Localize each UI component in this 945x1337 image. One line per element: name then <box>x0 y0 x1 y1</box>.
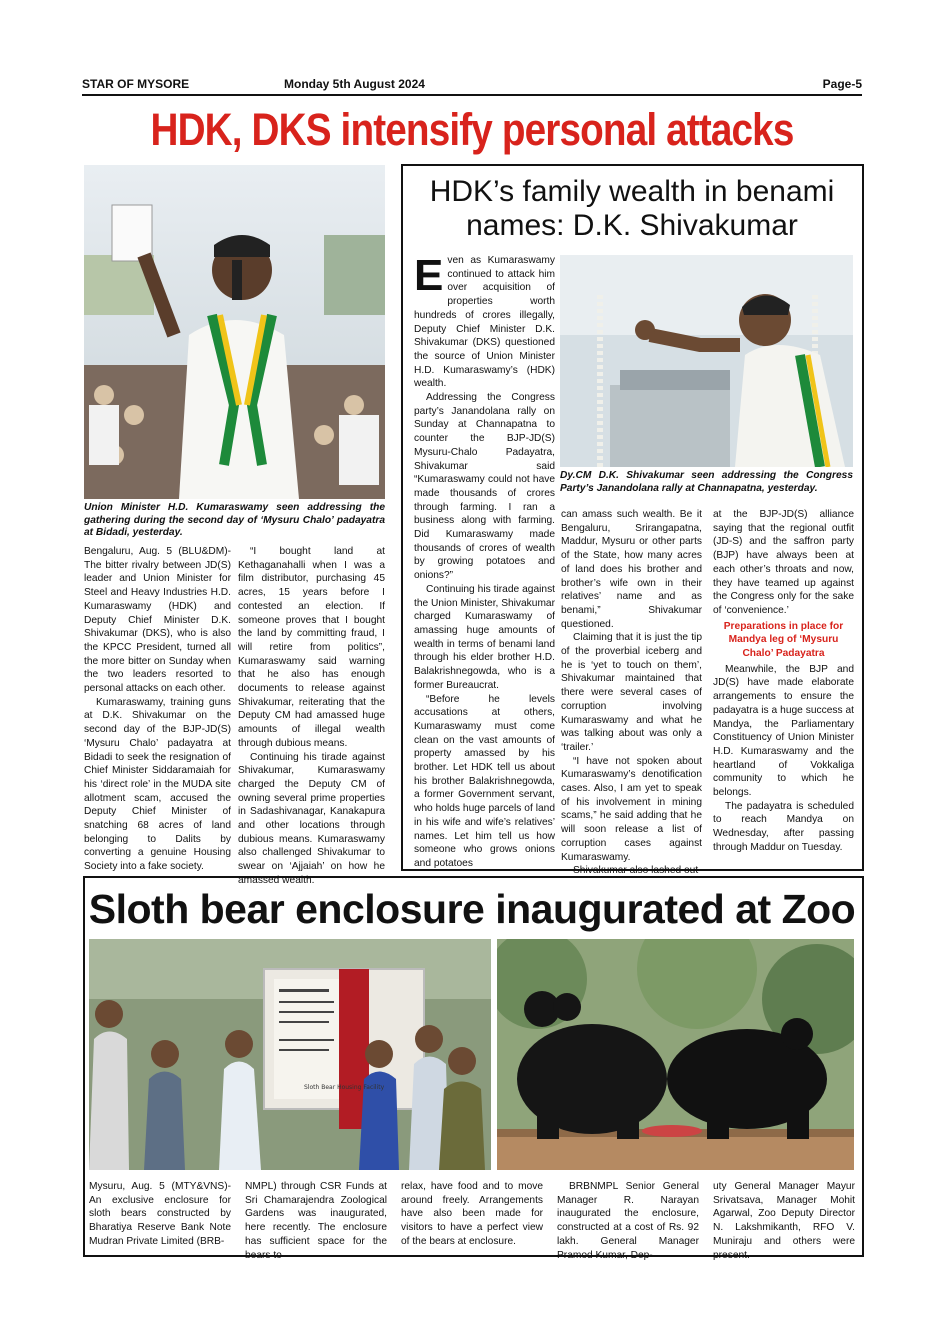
hdk-photo <box>84 165 385 499</box>
masthead <box>82 77 862 93</box>
dks-paragraph: at the BJP-JD(S) alliance saying that the regional outfit (JD-S) and the saffron party (BJP) have always been at each other’s throats and now, they have teamed up against the Congress only for the sake of ‘convenience.’ <box>713 509 854 616</box>
zoo-paragraph: NMPL) through CSR Funds at Sri Chamarajendra Zoological Gardens was inaugurated, here recently. The enclosure has sufficient space for the bears to <box>245 1181 387 1261</box>
dks-subhead: Preparations in place for Mandya leg of ‘Mysuru Chalo’ Padayatra <box>723 620 844 660</box>
zoo-column-5 <box>713 1180 855 1262</box>
inauguration-photo-image <box>89 939 491 1170</box>
zoo-column-1 <box>89 1180 231 1249</box>
paper-name: STAR OF MYSORE <box>82 77 190 91</box>
dks-paragraph: “Before he levels accusations at others, Kumaraswamy must come clean on the vast amounts of property amassed by his brother. Let HDK tell us about his brother Balakrishnegowda, a former Government servant, who holds huge parcels of land in his wife and wife’s relatives’ names. Let him tell us how someone who grows onions and potatoes <box>414 693 555 869</box>
dks-column-1 <box>414 251 555 871</box>
zoo-inauguration-photo <box>89 939 491 1170</box>
dks-paragraph: Addressing the Congress party’s Janandolana rally on Sunday at Channapatna to counter the BJP-JD(S) Mysuru-Chalo Padayatra, Shivakumar said “Kumaraswamy could not have made thousands of crores through farming. I ran a business along with farming. Did Kumaraswamy made thousands of crores of wealth by growing potatoes and onions?” <box>414 392 555 582</box>
plaque-title: Sloth Bear Housing Facility <box>304 1084 385 1091</box>
story1-paragraph: Bengaluru, Aug. 5 (BLU&DM)- The bitter rivalry between JD(S) leader and Union Minister for Steel and Heavy Industries H.D. Kumaraswamy (HDK) and Deputy Chief Minister D.K. Shivakumar (DKS), who is also the KPCC President, turned all the more bitter on Sunday when the two leaders resorted to personal attacks on each other. <box>84 546 231 695</box>
zoo-paragraph: Mysuru, Aug. 5 (MTY&VNS)- An exclusive enclosure for sloth bears constructed by Bharatiya Reserve Bank Note Mudran Private Limited (BRB- <box>89 1181 231 1247</box>
dks-paragraph: ven as Kumaraswamy continued to attack him over acquisition of properties worth hundreds of crores illegally, Deputy Chief Minister D.K. Shivakumar (DKS) questioned the source of Union Minister H.D. Kumaraswamy’s (HDK) wealth. <box>414 255 555 390</box>
zoo-headline: Sloth bear enclosure inaugurated at Zoo <box>88 886 856 932</box>
dks-paragraph: Shivakumar also lashed out <box>573 865 699 877</box>
dks-paragraph: “I have not spoken about Kumaraswamy’s denotification cases. Also, I am yet to speak of his involvement in mining scams,” he said adding that he will soon release a list of corruption cases against Kumaraswamy. <box>561 755 702 863</box>
hdk-photo-image <box>84 165 385 499</box>
dks-paragraph: Meanwhile, the BJP and JD(S) have made elaborate arrangements to ensure the padayatra is a huge success at Mandya, the Parliamentary Constituency of Union Minister H.D. Kumaraswamy and the heartland of Vokkaliga community to which he belongs. <box>713 663 854 799</box>
sloth-bears-image <box>497 939 854 1170</box>
page-number: Page-5 <box>822 77 862 91</box>
story1-paragraph: Continuing his tirade against Shivakumar, Kumaraswamy charged the Deputy CM of owning several prime properties in Sadashivanagar, Kanakapura and other locations through dubious means. Kumaraswamy also challenged Shivakumar to swear on ‘Ajjaiah’ on how he amassed wealth. <box>238 751 385 886</box>
drop-cap: E <box>414 251 444 300</box>
hdk-photo-caption: Union Minister H.D. Kumaraswamy seen addressing the gathering during the second day of ‘Mysuru Chalo’ padayatra at Bidadi, yesterday. <box>84 502 385 539</box>
dks-column-2 <box>561 508 702 878</box>
zoo-paragraph: uty General Manager Mayur Srivatsava, Manager Mohit Agarwal, Zoo Deputy Director N. Lakshmikanth, RFO V. Muniraju and others were present. <box>713 1181 855 1261</box>
dks-paragraph: can amass such wealth. Be it Bengaluru, Srirangapatna, Maddur, Mysuru or other parts of the State, how many acres of land does his brother and brother’s wife own in their relatives’ name and as benami,” Shivakumar questioned. <box>561 509 702 630</box>
issue-date: Monday 5th August 2024 <box>284 77 425 91</box>
story1-paragraph: Kumaraswamy, training guns at D.K. Shivakumar on the second day of the BJP-JD(S) ‘Mysuru Chalo’ padayatra at Bidadi to seek the resignation of Chief Minister Siddaramaiah for his ‘direct role’ in the MUDA site allotment scam, accused the Deputy Chief Minister of snatching 68 acres of land belonging to Dalits by converting a genuine Housing Society into a fake society. <box>84 696 231 873</box>
story1-paragraph: “I bought land at Kethaganahalli when I was a film distributor, purchasing 45 acres, 15 years before I contested an election. If someone proves that I bought the land by committing fraud, I will retire from politics”, Kumaraswamy said warning that he also has enough documents to release against Shivakumar, reiterating that the Deputy CM had amassed huge amounts of illegal wealth through dubious means. <box>238 546 385 749</box>
dks-paragraph: The padayatra is scheduled to reach Mandya on Wednesday, after passing through Maddur on Tuesday. <box>713 800 854 853</box>
dks-photo-caption: Dy.CM D.K. Shivakumar seen addressing the Congress Party’s Janandolana rally at Channapatna, yesterday. <box>560 470 853 494</box>
story1-column-2 <box>238 545 385 888</box>
zoo-paragraph: relax, have food and to move around freely. Arrangements have also been made for visitors to have a perfect view of the bears at enclosure. <box>401 1181 543 1247</box>
dks-column-3 <box>713 508 854 855</box>
dks-photo-image <box>560 255 853 467</box>
dks-paragraph: Continuing his tirade against the Union Minister, Shivakumar charged Kumaraswamy of amassing huge amounts of wealth in terms of benami land through his elder brother H.D. Balakrishnegowda, who is a former Bureaucrat. <box>414 583 555 691</box>
dks-story-headline: HDK’s family wealth in benami names: D.K. Shivakumar <box>429 175 835 242</box>
sloth-bears-photo <box>497 939 854 1170</box>
zoo-column-2 <box>245 1180 387 1262</box>
zoo-paragraph: BRBNMPL Senior General Manager R. Narayan inaugurated the enclosure, constructed at a cost of Rs. 92 lakh. General Manager Pramod Kumar, Dep- <box>557 1181 699 1261</box>
main-headline: HDK, DKS intensify personal attacks <box>150 104 794 155</box>
dks-photo <box>560 255 853 467</box>
zoo-column-4 <box>557 1180 699 1262</box>
dks-paragraph: Claiming that it is just the tip of the proverbial iceberg and he is ‘yet to touch on them’, Shivakumar maintained that there were several cases of corruption involving Kumaraswamy and what he was talking about was only a ‘trailer.’ <box>561 632 702 753</box>
masthead-rule <box>82 94 862 96</box>
story1-column-1 <box>84 545 231 874</box>
zoo-column-3 <box>401 1180 543 1249</box>
